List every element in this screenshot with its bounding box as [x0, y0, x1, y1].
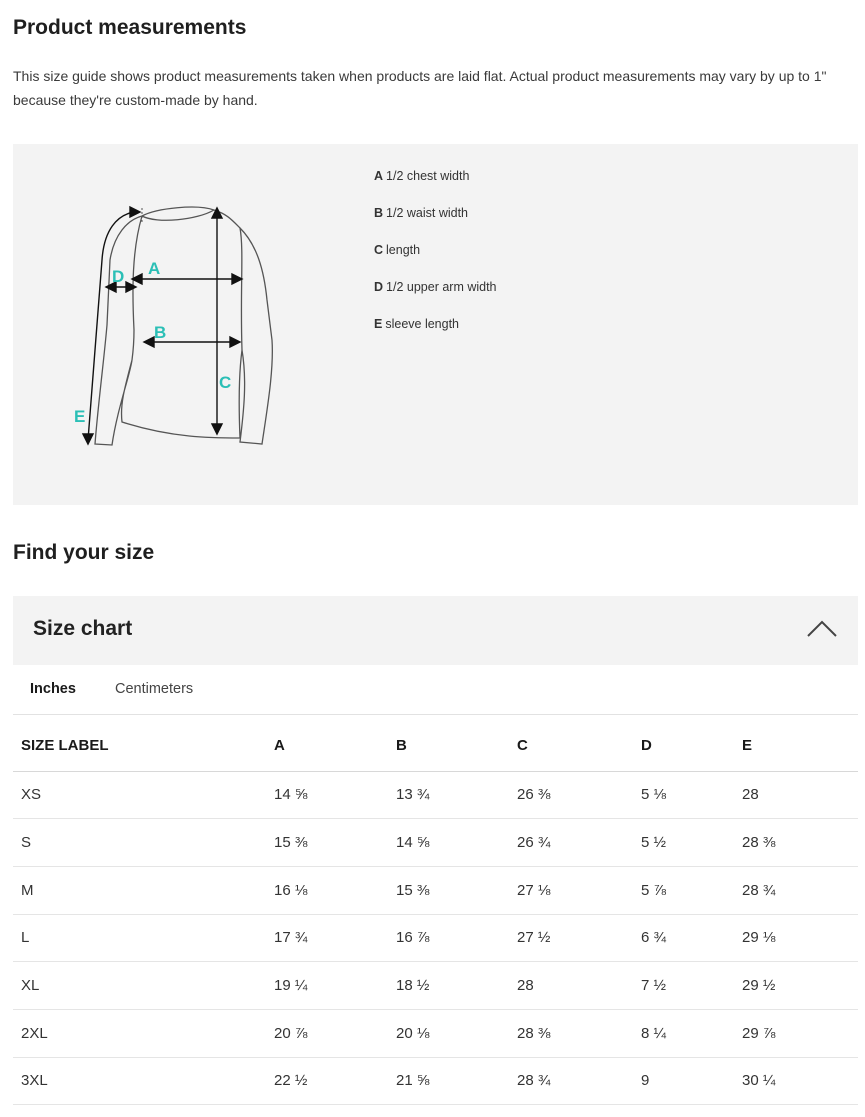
- table-header-row: [13, 720, 858, 771]
- measurement-cell: 21 ⅝: [388, 1057, 509, 1105]
- size-label-cell: XL: [13, 962, 266, 1010]
- measurement-cell: 6 ¾: [633, 914, 734, 962]
- measurement-cell: 17 ¾: [266, 914, 388, 962]
- column-header: SIZE LABEL: [13, 720, 266, 771]
- legend-key: A: [374, 169, 384, 183]
- measurement-cell: 5 ⅞: [633, 866, 734, 914]
- measurement-cell: 14 ⅝: [266, 771, 388, 819]
- label-b: B: [154, 323, 167, 342]
- legend-text: 1/2 upper arm width: [386, 280, 497, 294]
- column-header: A: [266, 720, 388, 771]
- measurement-cell: 28: [734, 771, 858, 819]
- measurement-cell: 27 ½: [509, 914, 633, 962]
- measurement-cell: 8 ¼: [633, 1009, 734, 1057]
- measurement-cell: 14 ⅝: [388, 819, 509, 867]
- measurement-cell: 20 ⅞: [266, 1009, 388, 1057]
- measurement-cell: 30 ¼: [734, 1057, 858, 1105]
- legend-key: B: [374, 206, 384, 220]
- tab-centimeters[interactable]: Centimeters: [115, 681, 194, 697]
- measurement-cell: 9: [633, 1057, 734, 1105]
- unit-tabs: [13, 666, 858, 715]
- legend-text: 1/2 waist width: [386, 206, 469, 220]
- measurement-cell: 15 ⅜: [388, 866, 509, 914]
- measurement-cell: 28: [509, 962, 633, 1010]
- label-d: D: [112, 267, 125, 286]
- legend-text: length: [386, 243, 421, 257]
- size-label-cell: M: [13, 866, 266, 914]
- measurement-cell: 16 ⅛: [266, 866, 388, 914]
- measurement-cell: 13 ¾: [388, 771, 509, 819]
- size-label-cell: 2XL: [13, 1009, 266, 1057]
- find-size-title: Find your size: [13, 541, 155, 564]
- table-row: [13, 866, 858, 914]
- legend-key: C: [374, 243, 384, 257]
- column-header: C: [509, 720, 633, 771]
- table-row: [13, 962, 858, 1010]
- label-c: C: [219, 373, 232, 392]
- shirt-outline: [95, 207, 272, 445]
- measurement-cell: 22 ½: [266, 1057, 388, 1105]
- legend-text: sleeve length: [385, 317, 460, 331]
- measurement-cell: 5 ½: [633, 819, 734, 867]
- measurement-cell: 19 ¼: [266, 962, 388, 1010]
- table-row: [13, 914, 858, 962]
- size-chart-header[interactable]: [13, 596, 858, 665]
- column-header: E: [734, 720, 858, 771]
- legend-key: E: [374, 317, 383, 331]
- legend-text: 1/2 chest width: [386, 169, 470, 183]
- legend-key: D: [374, 280, 384, 294]
- chevron-up-icon[interactable]: [806, 618, 838, 638]
- measurement-legend: [374, 166, 497, 351]
- size-chart-title: Size chart: [33, 617, 133, 640]
- size-label-cell: XS: [13, 771, 266, 819]
- measurement-cell: 27 ⅛: [509, 866, 633, 914]
- legend-item-a: [374, 166, 497, 203]
- table-row: [13, 771, 858, 819]
- intro-text: This size guide shows product measurements taken when products are laid flat. Actual product measurements may vary by up to 1" because they're custom-made by hand.: [13, 68, 827, 108]
- measurement-cell: 26 ⅜: [509, 771, 633, 819]
- measurement-cell: 18 ½: [388, 962, 509, 1010]
- measurement-cell: 28 ⅜: [734, 819, 858, 867]
- size-label-cell: L: [13, 914, 266, 962]
- legend-item-b: [374, 203, 497, 240]
- legend-item-c: [374, 240, 497, 277]
- legend-item-d: [374, 277, 497, 314]
- measurement-cell: 28 ⅜: [509, 1009, 633, 1057]
- column-header: B: [388, 720, 509, 771]
- column-header: D: [633, 720, 734, 771]
- label-e: E: [74, 407, 86, 426]
- legend-item-e: [374, 314, 497, 351]
- shirt-diagram: [62, 190, 292, 460]
- measurement-cell: 15 ⅜: [266, 819, 388, 867]
- measurement-cell: 28 ¾: [734, 866, 858, 914]
- table-row: [13, 819, 858, 867]
- measurement-cell: 29 ½: [734, 962, 858, 1010]
- size-label-cell: 3XL: [13, 1057, 266, 1105]
- table-row: [13, 1057, 858, 1105]
- measurement-cell: 16 ⅞: [388, 914, 509, 962]
- page-title: Product measurements: [13, 16, 247, 39]
- measurement-cell: 7 ½: [633, 962, 734, 1010]
- measurement-cell: 5 ⅛: [633, 771, 734, 819]
- tab-inches[interactable]: Inches: [30, 681, 76, 697]
- measurement-cell: 28 ¾: [509, 1057, 633, 1105]
- table-row: [13, 1009, 858, 1057]
- measurement-cell: 20 ⅛: [388, 1009, 509, 1057]
- measurement-cell: 29 ⅞: [734, 1009, 858, 1057]
- measurement-cell: 29 ⅛: [734, 914, 858, 962]
- size-table: [13, 720, 858, 1105]
- measurement-cell: 26 ¾: [509, 819, 633, 867]
- label-a: A: [148, 259, 161, 278]
- size-label-cell: S: [13, 819, 266, 867]
